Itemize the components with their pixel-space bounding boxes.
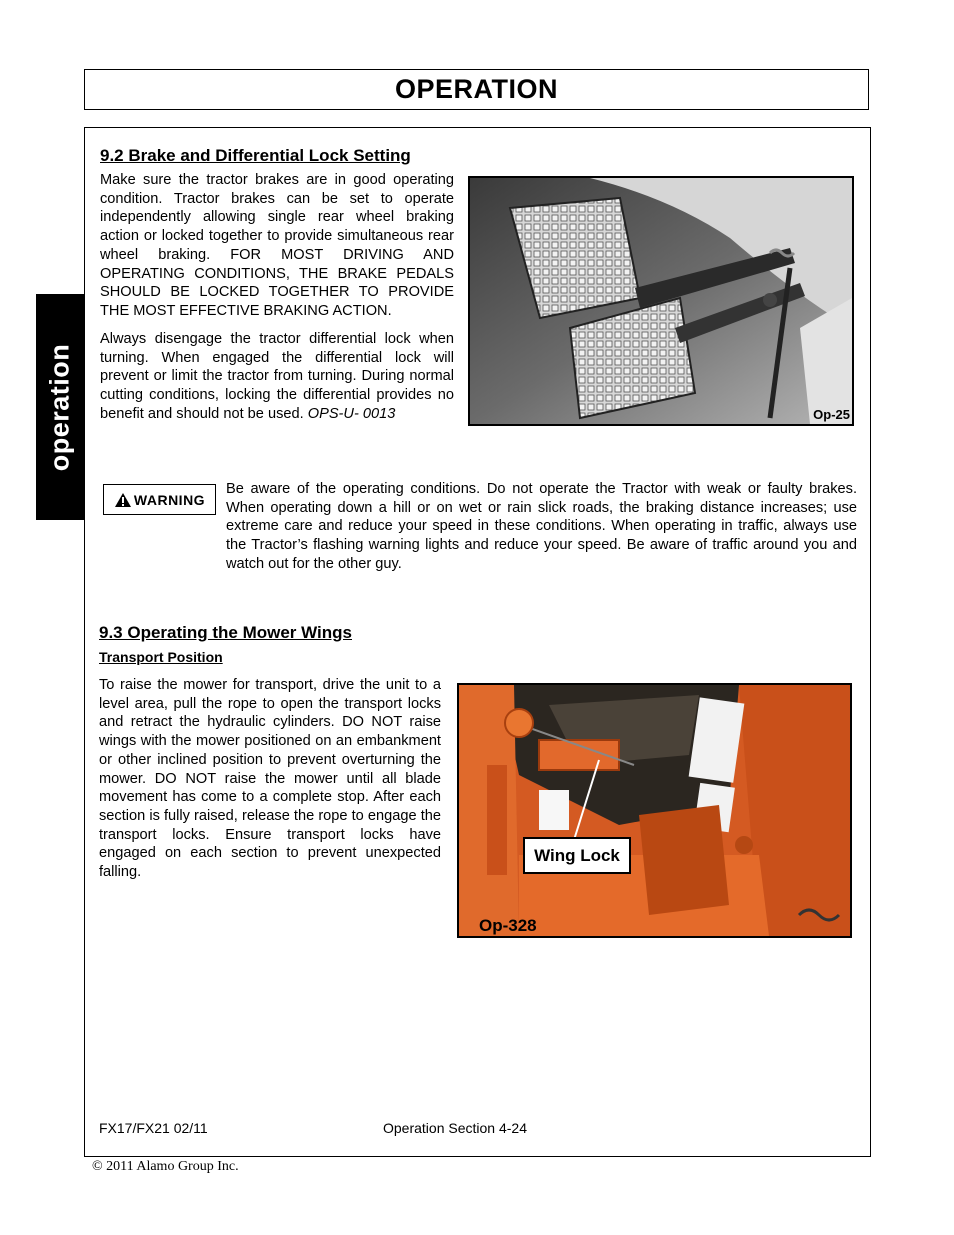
page-header: [84, 69, 869, 110]
differential-text: Always disengage the tractor differential lock when turning. When engaged the differential lock will prevent or limit the tractor from turning. During normal cutting conditions, locking the differential provides no benefit and should not be used.: [100, 331, 454, 422]
side-tab-label: operation: [44, 343, 75, 471]
warning-badge: [103, 484, 216, 515]
footer-section: Operation Section 4-24: [383, 1120, 527, 1136]
footer-model: FX17/FX21 02/11: [99, 1120, 208, 1136]
warning-badge-label: WARNING: [133, 491, 206, 508]
brake-paragraph: Make sure the tractor brakes are in good operating condition. Tractor brakes can be set to operate independently allowing single rear wheel braking action or locked together to provide simultaneous rear wheel braking. FOR MOST DRIVING AND OPERATING CONDITIONS, THE BRAKE PEDALS SHOULD BE LOCKED TOGETHER TO PROVIDE THE MOST EFFECTIVE BRAKING ACTION.: [100, 172, 454, 319]
section-9-3-title: 9.3 Operating the Mower Wings: [99, 623, 352, 642]
copyright-notice: © 2011 Alamo Group Inc.: [92, 1159, 239, 1174]
mower-wing-photo: [457, 683, 852, 938]
wing-lock-callout: Wing Lock: [523, 837, 631, 874]
section-9-2-title: 9.2 Brake and Differential Lock Setting: [100, 146, 411, 165]
photo-label-op25: Op-25: [813, 407, 850, 422]
brake-pedals-photo: [468, 176, 854, 426]
warning-triangle-icon: [114, 492, 132, 508]
brake-pedals-image: [470, 178, 852, 424]
differential-paragraph: [100, 330, 454, 424]
transport-position-subtitle: Transport Position: [99, 649, 223, 665]
warning-text: Be aware of the operating conditions. Do not operate the Tractor with weak or faulty brakes. When operating down a hill or on wet or rain slick roads, the braking distance increases; use extreme care and reduce your speed in these conditions. When operating in traffic, always use the Tractor’s flashing warning lights and reduce your speed. Be aware of traffic around you and watch out for the other guy.: [226, 481, 857, 572]
photo-label-op328: Op-328: [479, 916, 537, 935]
page-title: OPERATION: [394, 74, 558, 104]
transport-paragraph: To raise the mower for transport, drive the unit to a level area, pull the rope to open the transport locks and retract the hydraulic cylinders. DO NOT raise wings with the mower positioned on an embankment or other inclined position to prevent overturning the mower. DO NOT raise the mower until all blade movement has come to a complete stop. After each section is fully raised, release the rope to engage the transport locks. Ensure transport locks have engaged on each section to prevent unexpected falling.: [99, 677, 441, 881]
ops-reference: OPS-U- 0013: [307, 405, 396, 422]
side-tab: [36, 294, 84, 520]
mower-wing-image: [459, 685, 850, 936]
